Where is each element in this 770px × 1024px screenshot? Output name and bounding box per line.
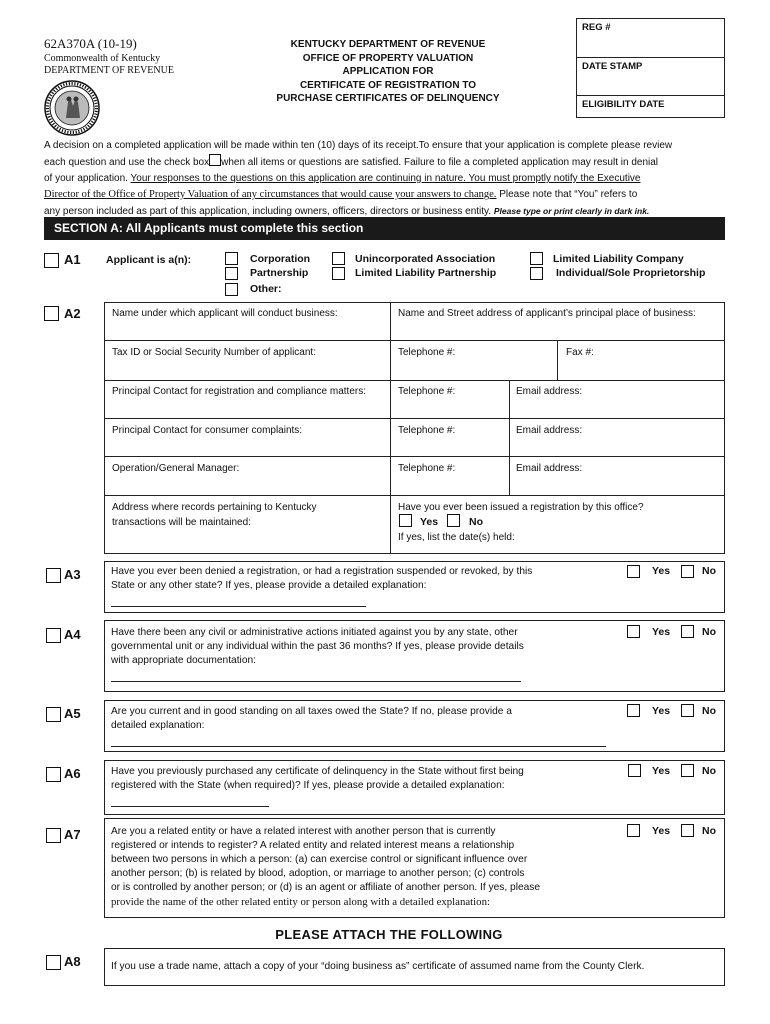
unincorporated-association-label: Unincorporated Association [355, 253, 496, 265]
a5-yes-label: Yes [652, 705, 671, 717]
title-line: KENTUCKY DEPARTMENT OF REVENUE [290, 39, 486, 50]
question-line [111, 654, 611, 682]
intro-line [44, 171, 734, 187]
question-text: State or any other state? If yes, please provide a detailed explanation: [111, 580, 427, 591]
intro-paragraph [44, 138, 734, 220]
sole-proprietorship-label: Individual/Sole Proprietorship [556, 267, 706, 279]
issued-yes-checkbox[interactable] [399, 514, 412, 527]
question-line: another person; (b) is related by blood, adoption, or marriage to another person; (c) controls [111, 868, 525, 879]
intro-line [44, 187, 734, 203]
other-checkbox[interactable] [225, 283, 238, 296]
question-text: registered with the State (when required)? If yes, please provide a detailed explanation: [111, 780, 505, 791]
question-line: between two persons in which a person: (a) can exercise control or significant influence over [111, 854, 528, 865]
kentucky-seal-logo [44, 80, 100, 136]
consumer-telephone-field[interactable]: Telephone #: [398, 425, 456, 436]
intro-text-underlined: Your responses to the questions on this application are continuing in nature. You must promptly notify the Executive [130, 173, 641, 184]
intro-line [44, 154, 734, 171]
issued-no-label: No [469, 516, 483, 528]
a4-yes-checkbox[interactable] [627, 625, 640, 638]
a4-question [111, 626, 611, 682]
a4-label: A4 [64, 627, 81, 642]
issued-registration-question: Have you ever been issued a registration by this office? [398, 502, 644, 513]
principal-address-field[interactable]: Name and Street address of applicant’s principal place of business: [398, 308, 696, 319]
a7-question [111, 825, 621, 909]
a8-complete-checkbox[interactable] [46, 955, 61, 970]
llc-label: Limited Liability Company [553, 253, 684, 265]
a5-question [111, 705, 611, 747]
section-a-title: SECTION A: All Applicants must complete this section [54, 221, 364, 235]
sole-proprietorship-checkbox[interactable] [530, 267, 543, 280]
registration-telephone-field[interactable]: Telephone #: [398, 386, 456, 397]
partnership-label: Partnership [250, 267, 309, 279]
intro-line: A decision on a completed application will be made within ten (10) days of its receipt.To ensure that your application is complete please review [44, 140, 673, 151]
fax-field[interactable]: Fax #: [566, 347, 594, 358]
llp-label: Limited Liability Partnership [355, 267, 497, 279]
office-use-box [576, 18, 725, 118]
question-line: registered or intends to register? A related entity and related interest means a relationship [111, 840, 515, 851]
question-line [111, 779, 621, 807]
question-line: Have you ever been denied a registration, or had a registration suspended or revoked, by this [111, 566, 533, 577]
a1-label: A1 [64, 252, 81, 267]
llp-checkbox[interactable] [332, 267, 345, 280]
a6-question [111, 765, 621, 807]
a1-complete-checkbox[interactable] [44, 253, 59, 268]
a5-yes-checkbox[interactable] [627, 704, 640, 717]
intro-text: each question and use the check box [44, 157, 210, 168]
question-text: with appropriate documentation: [111, 655, 256, 666]
intro-text: any person included as part of this application, including owners, officers, directors or business entity. [44, 206, 494, 217]
question-line: Are you a related entity or have a related interest with another person that is currently [111, 826, 496, 837]
a6-explanation-line[interactable] [111, 796, 269, 807]
intro-text-instruction: Please type or print clearly in dark ink. [493, 206, 650, 216]
a3-label: A3 [64, 567, 81, 582]
checkbox-icon [209, 154, 221, 166]
a3-no-checkbox[interactable] [681, 565, 694, 578]
a7-no-label: No [702, 825, 716, 837]
telephone-field[interactable]: Telephone #: [398, 347, 456, 358]
question-line: or is controlled by another person; or (d) is an agent or affiliate of another person. If yes, please [111, 882, 541, 893]
a3-question [111, 565, 611, 607]
section-a-header [44, 217, 725, 240]
a5-no-label: No [702, 705, 716, 717]
a4-explanation-line[interactable] [111, 671, 521, 682]
question-line: governmental unit or any individual within the past 36 months? If yes, please provide details [111, 641, 524, 652]
question-line: provide the name of the other related entity or person along with a detailed explanation: [111, 896, 490, 908]
corporation-label: Corporation [250, 253, 311, 265]
title-line: PURCHASE CERTIFICATES OF DELINQUENCY [276, 93, 500, 105]
a1-prompt: Applicant is a(n): [106, 254, 192, 266]
reg-number-label: REG # [582, 22, 611, 33]
attach-heading: PLEASE ATTACH THE FOLLOWING [275, 927, 503, 942]
other-label: Other: [250, 283, 282, 295]
unincorporated-association-checkbox[interactable] [332, 252, 345, 265]
a4-complete-checkbox[interactable] [46, 628, 61, 643]
department-label: DEPARTMENT OF REVENUE [44, 65, 174, 76]
business-name-field[interactable]: Name under which applicant will conduct business: [112, 308, 338, 319]
question-line [111, 579, 611, 607]
principal-contact-registration-field[interactable]: Principal Contact for registration and compliance matters: [112, 386, 367, 397]
a8-label: A8 [64, 954, 81, 969]
question-line: Have there been any civil or administrative actions initiated against you by any state, other [111, 627, 518, 638]
issued-no-checkbox[interactable] [447, 514, 460, 527]
a3-yes-label: Yes [652, 565, 671, 577]
tax-id-field[interactable]: Tax ID or Social Security Number of applicant: [112, 347, 316, 358]
a6-label: A6 [64, 766, 81, 781]
corporation-checkbox[interactable] [225, 252, 238, 265]
issued-yes-label: Yes [420, 516, 439, 528]
llc-checkbox[interactable] [530, 252, 543, 265]
a6-complete-checkbox[interactable] [46, 767, 61, 782]
a5-complete-checkbox[interactable] [46, 707, 61, 722]
a3-no-label: No [702, 565, 716, 577]
intro-text: Please note that “You” refers to [496, 189, 638, 200]
manager-email-field[interactable]: Email address: [516, 463, 583, 474]
consumer-email-field[interactable]: Email address: [516, 425, 583, 436]
a8-instruction: If you use a trade name, attach a copy of your “doing business as” certificate of assumed name from the County Clerk. [111, 961, 645, 972]
records-address-label: Address where records pertaining to Kentucky [112, 502, 317, 513]
a3-yes-checkbox[interactable] [627, 565, 640, 578]
date-stamp-label: DATE STAMP [582, 61, 643, 72]
title-line: APPLICATION FOR [342, 66, 434, 78]
a6-no-checkbox[interactable] [681, 764, 694, 777]
records-address-field[interactable]: transactions will be maintained: [112, 517, 251, 528]
general-manager-field[interactable]: Operation/General Manager: [112, 463, 240, 474]
a4-yes-label: Yes [652, 626, 671, 638]
intro-text: when all items or questions are satisfied. Failure to file a completed application may result in denial [221, 157, 659, 168]
partnership-checkbox[interactable] [225, 267, 238, 280]
a6-yes-label: Yes [652, 765, 671, 777]
a6-yes-checkbox[interactable] [628, 764, 641, 777]
commonwealth-label: Commonwealth of Kentucky [44, 53, 161, 64]
title-line: CERTIFICATE OF REGISTRATION TO [299, 79, 477, 91]
a4-no-checkbox[interactable] [681, 625, 694, 638]
form-number: 62A370A (10-19) [44, 36, 137, 51]
a3-explanation-line[interactable] [111, 596, 366, 607]
a5-no-checkbox[interactable] [681, 704, 694, 717]
dates-held-field[interactable]: If yes, list the date(s) held: [398, 532, 515, 543]
a7-yes-checkbox[interactable] [627, 824, 640, 837]
a3-complete-checkbox[interactable] [46, 568, 61, 583]
a2-label: A2 [64, 306, 81, 321]
principal-contact-consumer-field[interactable]: Principal Contact for consumer complaints: [112, 425, 303, 436]
a7-label: A7 [64, 827, 81, 842]
a4-no-label: No [702, 626, 716, 638]
question-line [111, 719, 611, 747]
intro-text: of your application. [44, 173, 131, 184]
a6-no-label: No [702, 765, 716, 777]
a7-no-checkbox[interactable] [681, 824, 694, 837]
a5-label: A5 [64, 706, 81, 721]
eligibility-date-label: ELIGIBILITY DATE [582, 99, 665, 110]
title-line: OFFICE OF PROPERTY VALUATION [302, 52, 474, 64]
question-text: detailed explanation: [111, 720, 205, 731]
registration-email-field[interactable]: Email address: [516, 386, 583, 397]
intro-text-underlined: Director of the Office of Property Valuation of any circumstances that would cause your answers to change. [44, 189, 497, 200]
a5-explanation-line[interactable] [111, 736, 606, 747]
a7-yes-label: Yes [652, 825, 671, 837]
question-line: Are you current and in good standing on all taxes owed the State? If no, please provide a [111, 706, 512, 717]
form-title [258, 38, 518, 106]
manager-telephone-field[interactable]: Telephone #: [398, 463, 456, 474]
question-line: Have you previously purchased any certificate of delinquency in the State without first being [111, 766, 524, 777]
a7-complete-checkbox[interactable] [46, 828, 61, 843]
a2-complete-checkbox[interactable] [44, 306, 59, 321]
